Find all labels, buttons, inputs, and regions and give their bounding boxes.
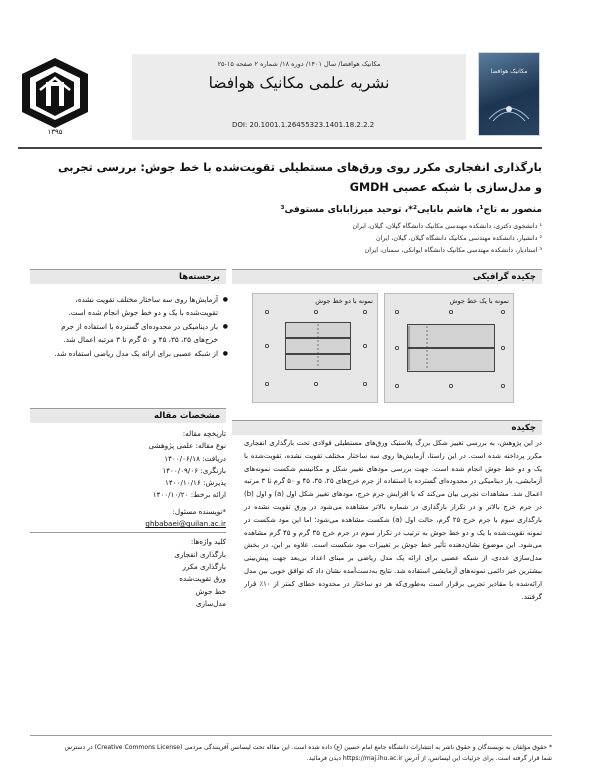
keyword: بارگذاری مکرر [182,561,226,571]
affiliation-2: ² دانشیار، دانشکده مهندسی مکانیک دانشگاه گیلان، گیلان، ایران [375,235,542,242]
highlight-item: ● آزمایش‌ها روی سه ساختار مختلف تقویت نشده، تقویت‌شده با یک و دو خط جوش انجام شده است. [42,294,230,319]
keyword: مدل‌سازی [195,598,226,608]
article-type: نوع مقاله: علمی پژوهشی [148,441,226,451]
revised-date: بازنگری: ۱۴۰۰/۰۹/۰۶ [162,465,226,475]
accepted-date: پذیرش: ۱۴۰۰/۱۰/۱۶ [165,478,226,488]
abstract-text: در این پژوهش، به بررسی تغییر شکل بزرگ پلاستیک ورق‌های مستطیلی فولادی تحت بارگذاری انفجاری مکرر پرداخته شده است. در این راستا، آزمایش‌ها روی سه ساختار مختلف تقویت نشده، تقویت‌شده با یک و دو خط جوش انجام شده است. جهت بررسی مودهای تغییر شکل و مکانیسم شکست نمونه‌های آزمایشی، بار دینامیکی در محدوده‌ای گسترده با استفاده از جرم خرج‌های ۲۵، ۳۵، ۴۵ و ۵۰ گرم تا ۳ مرتبه اعمال شد. مشاهدات تجربی بیان می‌کند که با افزایش جرم خرج، مودهای تغییر شکل اول (a) و اول (b) در جرم خرج بالاتر و در تکرار بارگذاری در شماره بالاتر مشاهده می‌شود در ورق تقویت نشده در بارگذاری سوم با جرم خرج ۲۵ گرم، حالت اول (a) شکست مشاهده می‌شود؛ اما این مود شکست در نمونه تقویت‌شده با یک و دو خط جوش به ترتیب در تکرار سوم در جرم خرج ۳۵ گرم و ۴۵ گرم مشاهده می‌شود. این موضوع نشان‌دهنده تأثیر خط جوش بر تغییرات مود شکست است. علاوه بر این، در بخش مدل‌سازی عددی، از شبکه عصبی برای ارائه یک مدل ریاضی بر مبنای اعداد بی‌بعد جهت پیش‌بینی بیشترین خیز دائمی نمونه‌های آزمایشی استفاده شد. نتایج به‌دست‌آمده نشان داد که توافق خوبی بین مدل ارائه‌شده با مقادیر تجربی برقرار است به‌طوری‌که هر دو ساختار در محدوده خطای کمتر از ۱۰٪ قرار گرفتند. [244,439,543,601]
highlights-list [42,294,230,363]
bolt-holes-icon [253,294,379,404]
corresponding-label: *نویسنده مسئول: [172,506,226,516]
footnote-divider [30,735,552,736]
article-info-heading: مشخصات مقاله [30,408,226,423]
highlight-item: ● از شبکه عصبی برای ارائه یک مدل ریاضی استفاده شد. [42,348,230,361]
keyword: بارگذاری انفجاری [174,549,226,559]
license-footnote: * حقوق مؤلفان به نویسندگان و حقوق ناشر به انتشارات دانشگاه جامع امام حسین (ع) داده شده است. این مقاله تحت لیسانس آفرینندگی مردمی (Creative Commons License) در دسترس شما قرار گرفته است. برای جزئیات این لیسانس، از آدرس https://maj.ihu.ac.ir دیدن فرمائید. [64,744,552,762]
graphical-abstract-heading: چکیده گرافیکی [232,269,542,284]
issue-line: مکانیک هوافضا/ سال ۱۴۰۱/ دوره ۱۸/ شماره ۲ صفحه ۱۵-۲۵ [217,60,381,68]
received-date: دریافت: ۱۴۰۰/۰۶/۱۸ [164,453,226,463]
keyword: ورق تقویت‌شده [179,574,226,584]
cover-title: مکانیک هوافضا [490,68,528,75]
paper-title: بارگذاری انفجاری مکرر روی ورق‌های مستطیلی تقویت‌شده با خط جوش: بررسی تجربی و مدل‌سازی با شبکه عصبی GMDH [57,161,542,194]
keyword: خط جوش [195,586,226,596]
online-date: ارائه برخط: ۱۴۰۰/۱۰/۲۰ [152,490,226,500]
journal-title: نشریه علمی مکانیک هوافضا [208,74,390,92]
panel-two-welds-label: نمونه با دو خط جوش [315,297,373,305]
keywords-divider [30,532,226,533]
keywords-label: کلید واژه‌ها: [190,537,226,547]
panel-one-weld-label: نمونه با یک خط جوش [449,297,509,305]
journal-header [132,54,466,140]
highlight-item: ● بار دینامیکی در محدوده‌ای گسترده با استفاده از جرم خرج‌های ۲۵، ۳۵، ۴۵ و ۵۰ گرم تا ۳ مرتبه اعمال شد. [42,321,230,346]
bolt-holes-icon [385,294,515,404]
abstract-heading: چکیده [232,420,542,435]
history-label: تاریخچه مقاله: [182,429,226,438]
article-info [30,428,226,610]
corresponding-email[interactable]: ghbabaei@guilan.ac.ir [145,519,226,529]
figure-panel-one-weld [384,293,514,403]
header-divider [18,147,542,149]
cover-graphic-icon [487,95,531,125]
affiliation-3: ³ استادیار، دانشکده مهندسی مکانیک دانشگاه ایوانکی، سمنان، ایران [364,247,542,254]
figure-panel-two-welds [252,293,378,403]
authors: منصور به تاج¹، هاشم بابایی²*، توحید میرزابابای مستوفی³ [280,204,542,215]
logo-year: ۱۳۹۵ [47,128,63,136]
journal-cover [478,52,540,136]
affiliation-1: ¹ دانشجوی دکتری، دانشکده مهندسی مکانیک دانشگاه گیلان، گیلان، ایران [352,223,542,230]
doi[interactable]: DOI: 20.1001.1.26455323.1401.18.2.2.2 [232,121,375,129]
university-logo [18,56,92,140]
highlights-heading: برجسته‌ها [30,269,226,284]
